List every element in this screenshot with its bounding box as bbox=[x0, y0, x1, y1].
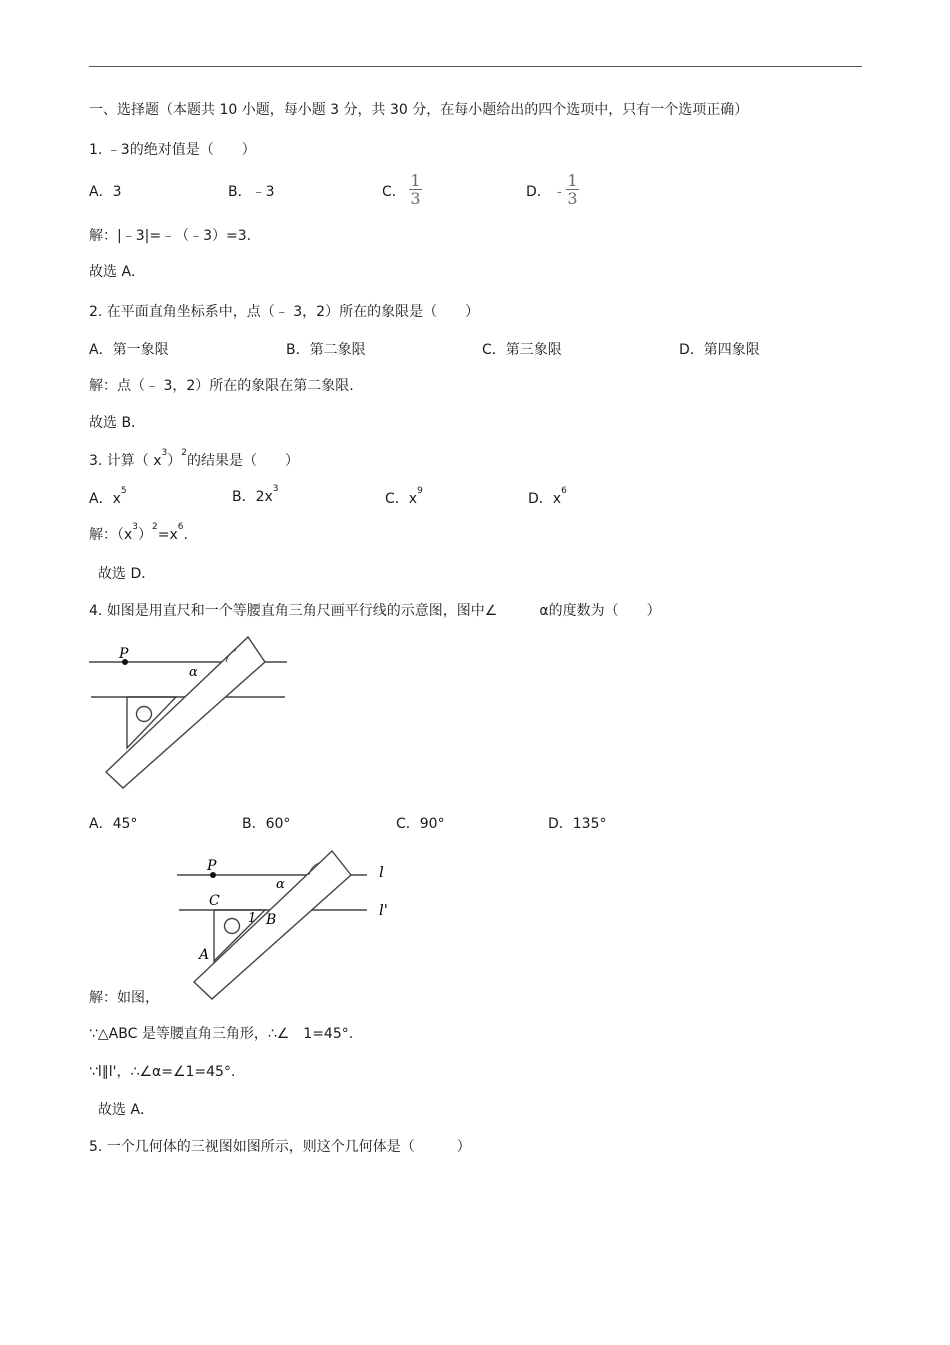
q1-option-d-neg: - bbox=[557, 184, 562, 200]
fraction-denominator: 3 bbox=[410, 189, 421, 208]
q3-option-d: D．$x^6$ bbox=[528, 486, 567, 507]
q4-solution-3: ∵l∥l'，∴∠α=∠1=45°. bbox=[89, 1064, 236, 1080]
q2-option-c: C．第三象限 bbox=[482, 342, 562, 358]
q4-option-b: B．60° bbox=[242, 816, 291, 832]
q2-stem: 2. 在平面直角坐标系中，点（﹣ 3，2）所在的象限是（ ） bbox=[89, 304, 480, 320]
q3-stem: 3. 计算（ $x^3)^2$的结果是（ ） bbox=[89, 448, 300, 469]
set-square-hole bbox=[225, 919, 240, 934]
q1-answer: 故选 A． bbox=[89, 264, 146, 280]
q1-option-c-fraction bbox=[409, 172, 422, 207]
q2-option-d: D．第四象限 bbox=[679, 342, 760, 358]
q4-option-d: D．135° bbox=[548, 816, 607, 832]
q4-figure-1 bbox=[85, 632, 295, 797]
q2-option-b: B．第二象限 bbox=[286, 342, 366, 358]
label-c: C bbox=[209, 893, 220, 909]
label-a: A bbox=[199, 947, 210, 963]
section-header: 一、选择题（本题共 10 小题，每小题 3 分，共 30 分，在每小题给出的四个选项中，只有一个选项正确） bbox=[89, 102, 749, 118]
q4-stem: 4. 如图是用直尺和一个等腰直角三角尺画平行线的示意图，图中∠ α的度数为（ ） bbox=[89, 603, 661, 619]
q2-solution: 解：点（﹣ 3，2）所在的象限在第二象限. bbox=[89, 378, 354, 394]
q4-solution-1: 解：如图， bbox=[89, 990, 159, 1006]
label-alpha: α bbox=[276, 877, 285, 892]
q1-option-c-label: C． bbox=[382, 184, 406, 200]
q1-stem: 1. ﹣3的绝对值是（ ） bbox=[89, 142, 256, 158]
q4-figure-2 bbox=[170, 845, 400, 1005]
q3-option-b: B．$2x^3$ bbox=[232, 484, 279, 505]
q3-answer: 故选 D． bbox=[98, 566, 156, 582]
q5-stem: 5. 一个几何体的三视图如图所示，则这个几何体是（ ） bbox=[89, 1139, 471, 1155]
q4-option-c: C．90° bbox=[396, 816, 445, 832]
label-p: P bbox=[207, 858, 217, 874]
q2-option-a: A．第一象限 bbox=[89, 342, 169, 358]
q1-option-d-label: D． bbox=[526, 184, 551, 200]
q1-option-b: B．﹣3 bbox=[228, 184, 275, 200]
fraction-numerator: 1 bbox=[567, 171, 578, 190]
q1-option-a: A．3 bbox=[89, 184, 122, 200]
q3-solution: 解：$(x^3)^2=x^6$. bbox=[89, 522, 188, 543]
q1-option-d-fraction bbox=[566, 172, 579, 207]
label-line-l-prime: l' bbox=[379, 901, 388, 919]
ruler bbox=[106, 637, 265, 788]
label-p: P bbox=[119, 646, 129, 662]
q4-answer: 故选 A． bbox=[98, 1102, 155, 1118]
label-b: B bbox=[266, 912, 277, 928]
label-angle-1: 1 bbox=[248, 911, 257, 926]
q3-option-c: C．$x^9$ bbox=[385, 486, 423, 507]
q3-option-a: A．$x^5$ bbox=[89, 486, 127, 507]
header-rule bbox=[89, 66, 862, 67]
q4-option-a: A．45° bbox=[89, 816, 138, 832]
q2-answer: 故选 B． bbox=[89, 415, 146, 431]
q1-solution: 解：|﹣3|=﹣（﹣3）=3. bbox=[89, 228, 252, 244]
fraction-numerator: 1 bbox=[410, 171, 421, 190]
fraction-denominator: 3 bbox=[567, 189, 578, 208]
label-alpha: α bbox=[189, 665, 198, 680]
q4-solution-2: ∵△ABC 是等腰直角三角形，∴∠ 1=45°. bbox=[89, 1026, 354, 1042]
set-square-hole bbox=[137, 707, 152, 722]
label-line-l: l bbox=[379, 863, 384, 881]
